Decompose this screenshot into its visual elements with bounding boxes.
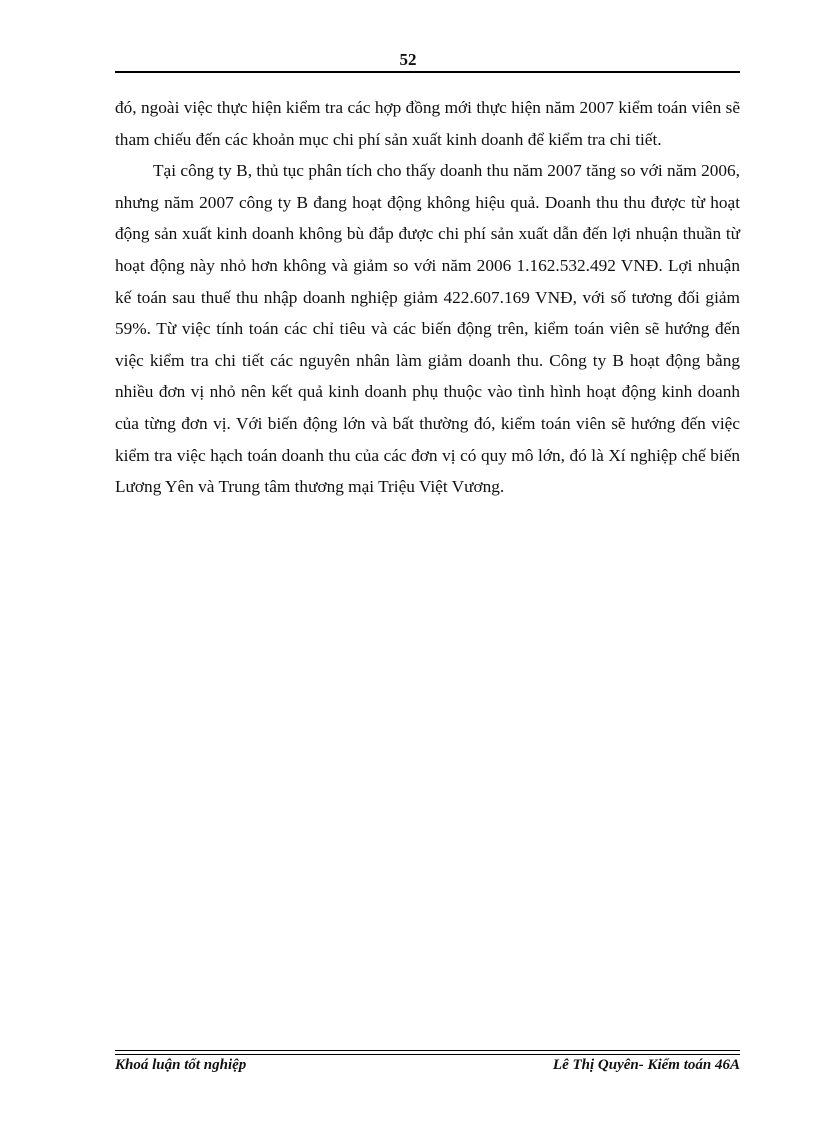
footer-divider (115, 1050, 740, 1055)
page-footer (115, 1057, 740, 1074)
paragraph-continuation: đó, ngoài việc thực hiện kiểm tra các hợp đồng mới thực hiện năm 2007 kiểm toán viên sẽ tham chiếu đến các khoản mục chi phí sản xuất kinh doanh để kiểm tra chi tiết. (115, 98, 740, 149)
footer-thesis-label: Khoá luận tốt nghiệp (115, 1057, 247, 1073)
document-body (115, 92, 740, 503)
paragraph-company-b-analysis: Tại công ty B, thủ tục phân tích cho thấy doanh thu năm 2007 tăng so với năm 2006, nhưng năm 2007 công ty B đang hoạt động không hiệu quả. Doanh thu thu được từ hoạt động sản xuất kinh doanh không bù đắp được chi phí sản xuất dẫn đến lợi nhuận thuần từ hoạt động này nhỏ hơn không và giảm so với năm 2006 1.162.532.492 VNĐ. Lợi nhuận kế toán sau thuế thu nhập doanh nghiệp giảm 422.607.169 VNĐ, với số tương đối giảm 59%. Từ việc tính toán các chỉ tiêu và các biến động trên, kiểm toán viên sẽ hướng đến việc kiểm tra chi tiết các nguyên nhân làm giảm doanh thu. Công ty B hoạt động bằng nhiều đơn vị nhỏ nên kết quả kinh doanh phụ thuộc vào tình hình hoạt động kinh doanh của từng đơn vị. Với biến động lớn và bất thường đó, kiểm toán viên sẽ hướng đến việc kiểm tra việc hạch toán doanh thu của các đơn vị có quy mô lớn, đó là Xí nghiệp chế biến Lương Yên và Trung tâm thương mại Triệu Việt Vương. (115, 161, 740, 497)
header-divider (115, 71, 740, 73)
page-number: 52 (399, 50, 417, 69)
footer-author: Lê Thị Quyên- Kiểm toán 46A (552, 1057, 740, 1073)
